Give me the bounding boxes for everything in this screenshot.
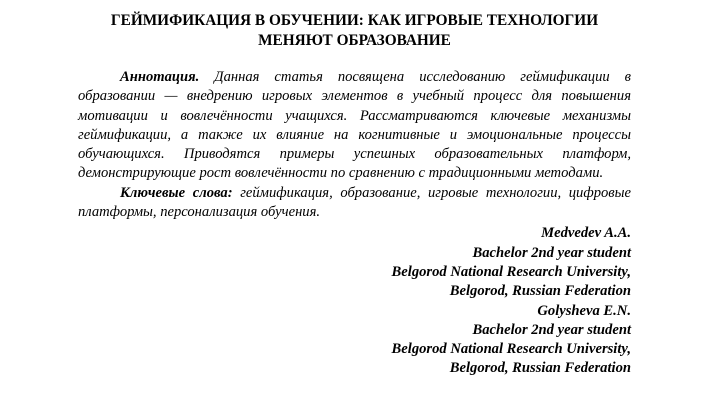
article-title-line-2: МЕНЯЮТ ОБРАЗОВАНИЕ xyxy=(258,32,451,49)
abstract-text: Данная статья посвящена исследованию геймификации в образовании — внедрению игровых элементов в учебный процесс для повышения мотивации и вовлечённости учащихся. Рассматриваются ключевые механизмы геймификации, а также их влияние на когнитивные и эмоциональные процессы обучающихся. Приводятся примеры успешных образовательных платформ, демонстрирующие рост вовлечённости по сравнению с традиционными методами. xyxy=(78,69,631,182)
author-2-location: Belgorod, Russian Federation xyxy=(449,360,631,377)
keywords-paragraph xyxy=(78,184,631,223)
author-2-affiliation: Belgorod National Research University, xyxy=(391,341,631,358)
author-2-name: Golysheva E.N. xyxy=(537,302,631,319)
article-title xyxy=(78,11,631,51)
author-1-name: Medvedev A.A. xyxy=(541,225,631,242)
article-page xyxy=(78,11,631,379)
author-1-location: Belgorod, Russian Federation xyxy=(449,283,631,300)
abstract-label: Аннотация. xyxy=(120,69,200,85)
author-2-position: Bachelor 2nd year student xyxy=(472,321,631,338)
abstract-paragraph xyxy=(78,68,631,184)
article-title-line-1: ГЕЙМИФИКАЦИЯ В ОБУЧЕНИИ: КАК ИГРОВЫЕ ТЕХНОЛОГИИ xyxy=(110,12,599,29)
keywords-text: геймификация, образование, игровые технологии, цифровые платформы, персонализация обучения. xyxy=(78,184,631,221)
keywords-label: Ключевые слова: xyxy=(120,184,233,201)
author-1-affiliation: Belgorod National Research University, xyxy=(391,263,631,280)
author-info-block xyxy=(78,224,631,378)
author-1-position: Bachelor 2nd year student xyxy=(472,244,631,261)
